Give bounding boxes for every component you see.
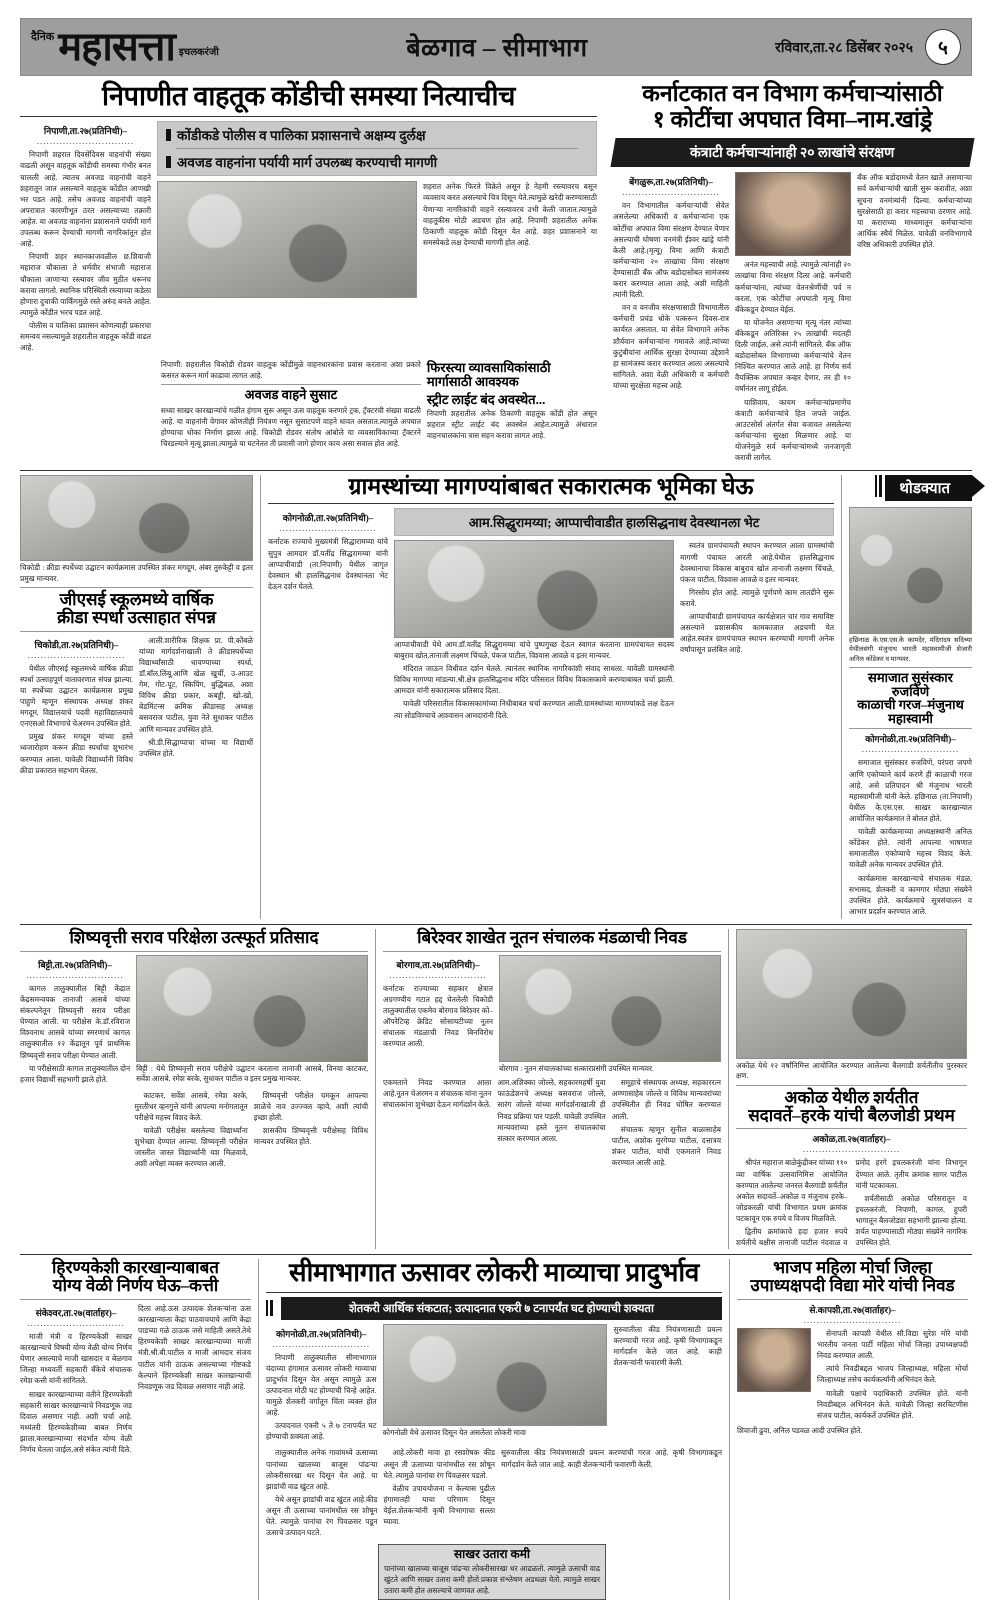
article-bjp-mahila-morcha [730, 1259, 968, 1600]
subhead-firastya: फिरस्त्या व्यावसायिकांसाठी मार्गासाठी आवश्यक [426, 360, 551, 389]
photo-mahaswamiji [849, 507, 972, 634]
article-hiranyakeshi [20, 1259, 258, 1600]
article-nipani-traffic [20, 82, 605, 465]
article-thodkyat [842, 475, 972, 919]
masthead-date: रविवार,ता.२८ डिसेंबर २०२५ [775, 40, 913, 56]
bjp-body-bottom: शिवाजी ढुवा, अनिल पडवळ आदी उपस्थित होते. [737, 1425, 863, 1435]
article-akol-bullock-race [729, 929, 967, 1249]
article-bireshwar-board [376, 929, 728, 1249]
headline-forest-line1: कर्नाटकात वन विभाग कर्मचाऱ्यांसाठी [642, 81, 943, 106]
headline-forest-line2: १ कोटींचा अपघात विमा–नाम.खांड्रे [652, 107, 933, 133]
tag-bars-icon [266, 1300, 273, 1316]
caption-mahaswamiji: हछिनाळ के.एस.एस.के कामदेर, मंदिरादय सदिच्या येथीलसंगी मंजुनाथ भारती महास्वामीजी शेजारी अनिल कोंडेकर व मान्यवर. [849, 637, 972, 663]
headline-bjp-line2: उपाध्यक्षपदी विद्या मोरे यांची निवड [750, 1276, 955, 1296]
hiranyakeshi-body1: माजी मंत्री व हिरण्यकेशी साखर कारखान्याचे विषयी योग्य वेळी योग्य निर्णय घेणार असल्याचे माजी खासदार व बेळगाव जिल्हा मध्यवर्ती सहकारी बँकेचे संचालक रमेश कत्ती यांनी सांगितले. साखर कारखान्याच्या वतीने हिरण्यकेशी सहकारी साखर कारखान्याचे निवडणूक जड दिवाल असणार नाही. अशी चर्चा आहे. मध्यंतरी हिरण्यकेशीच्या बाबत निर्णय झाला.कारखान्याच्या संदर्भात योग्य वेळी निर्णय घेतला जाईल,असे संकेत त्यांनी दिले. [20, 1331, 133, 1455]
scholarship-body2: काटकर, सर्वेश आसबे, रमेश बरके, मुरलीधर व्हनगुत्ते यांनी आपल्या मनोगतातून परीक्षेचे महत्त्व विशद केले. यावेळी परीक्षेस बसलेल्या विद्यार्थ्यांना शुभेच्छा देण्यात आल्या. शिष्यवृत्ती परीक्षेत जास्तीत जास्त विद्यार्थ्यांनी यश मिळवावे, अशी अपेक्षा व्यक्त करण्यात आली. [134, 1090, 248, 1169]
dateline-dots: .............................. [803, 1314, 902, 1325]
dateline-dots: .............................. [622, 187, 720, 198]
bireshwar-body2: आम.अशिक्का जोल्ले, सहकारमहर्षी युवा फाऊंडेशनचे अध्यक्ष बसवराज जोल्ले, सारंग जोल्ले यांच्या मार्गदर्शनाखाली ही निवड प्रक्रिया पार पडली. यावेळी उपस्थित मान्यवरांच्या हस्ते नूतन संचालकांचा सत्कार करण्यात आला. [497, 1078, 606, 1143]
masthead-meta [775, 29, 961, 65]
portrait-vidya-more [737, 1328, 811, 1392]
headline-akol-line1: अकोळ येथील शर्यतीत [784, 1087, 919, 1107]
forest-col2 [735, 172, 857, 465]
dateline-dots: .............................. [26, 969, 124, 980]
label-thodkyat: थोडक्यात [885, 475, 972, 501]
akol-body: श्रीपंत महाराज बाळेकुंद्रीकर यांच्या ११० व्या वार्षिक उत्सवानिमित्त आयोजित करण्यात आलेल्या जनरल बैलगाडी शर्यतीत अकोल सदावर्ते–अकोळ व मंजुनाथ हरके–जोडकरळी यांची विभागात प्रथम क्रमांक पटकावून एक रुपये व विजय मिळविले. द्वितीय क्रमांकाचे हदा हजार रुपये शर्यतीचे बक्षीस तानाजी पाटील नंदवाळ व प्रमोद हरगे इचलकरंजी यांना विभागून देण्यात आले. तृतीय क्रमांक सागर पाटील यांनी पटकावला. शर्यतीसाठी अकोळ परिसरातून व इचलकरंजी, निपाणी, कागल, हुपरी भागातून बैलजोड्या सहभागी झाल्या होत्या. शर्यत पाहण्यासाठी मोठ्या संख्येने नागरिक उपस्थित होते. [736, 1158, 967, 1248]
photo-scholarship-exam [136, 955, 368, 1062]
dateline-dots: .............................. [36, 136, 135, 147]
headline-bireshwar: बिरेश्वर शाखेत नूतन संचालक मंडळाची निवड [417, 928, 687, 947]
bireshwar-body3: समूहाचे संस्थापक अध्यक्ष, सहकाररत्न अण्णासाहेब जोल्ले व विविध मान्यवरांच्या उपस्थितीत ही निवड घोषित करण्यात आली. संचालक म्हणून सुनील बाळासाहेब पाटील, अशोक मुरगेप्पा पाटील, दत्तात्रय शंकर पाटील, यांची एकमताने निवड करण्यात आली आहे. [611, 1078, 721, 1167]
dateline-bitti: बिट्टी,ता.२७(प्रतिनिधी)– [38, 959, 112, 970]
banner-farmer-crisis: शेतकरी आर्थिक संकटात; उत्पादनात एकरी ७ टनापर्यंत घट होण्याची शक्यता [281, 1297, 722, 1320]
box-title-sugar-recovery: साखर उतारा कमी [454, 1547, 530, 1562]
dateline-dots: .............................. [272, 1338, 370, 1349]
row-four [20, 1259, 972, 1600]
page-number-badge: ५ [925, 29, 961, 65]
dateline-akol: अकोळ,ता.२७(वार्ताहर)– [812, 1134, 891, 1145]
gse-body1: येथील जीएसई स्कूलमध्ये वार्षिक क्रीडा स्पर्धा उत्साहपूर्ण वातावरणात संपन्न झाल्या. या स्पर्धेच्या उद्घाटन कार्यक्रमास प्रमुख पाहुणे म्हणून संस्थापक अध्यक्ष शंकर मगदूम, विद्यालयाचे पदवी महाविद्यालयाचे एनएसओ विभागाचे चेअरमन उपस्थित होते. प्रमुख शंकर मगदूम यांच्या हस्ते ध्वजारोहण करून क्रीडा स्पर्धांचा शुभारंभ करण्यात आला. यावेळी विद्यार्थ्यांनी विविध क्रीडा प्रकारात सहभाग घेतला. [20, 663, 134, 775]
banner-siddaramaiah-visit: आम.सिद्धुरामय्या; आप्पाचीवाडीत हालसिद्धनाथ देवस्थानला भेट [394, 508, 834, 536]
dateline-dots: .............................. [27, 1317, 125, 1328]
caption-appachiwadi: आप्पाचीवाडी येथे आम.डॉ.यतींद्र सिद्धुरामय्या यांचे पुष्पगुच्छ देऊन स्वागत करताना ग्रामपंचायत सदस्य बाबुराव खोत,तानाजी लक्ष्मण चिंचळे, पंकज पाटील, विश्वास आवळे व इतर मान्यवर. [394, 640, 674, 660]
subhead-avjad-vahane: अवजड वाहने सुसाट [244, 387, 338, 403]
aphid-body-extra: सुरुवातीला कीड नियंत्रणासाठी प्रयत्न करण्याची गरज आहे. कृषी विभागाकडून मार्गदर्शन केले जात आहे. काही शेतकऱ्यांनी फवारणी केली. [501, 1448, 722, 1469]
dateline-bengaluru: बेंगळुरू,ता.२७(प्रतिनिधी)– [629, 177, 713, 188]
photo-nipani-traffic [157, 181, 417, 298]
article-forest-insurance [605, 82, 972, 465]
article-scholarship-exam [20, 929, 375, 1249]
gramastha-body3: स्वतंत्र ग्रामपंचायती स्थापन करण्यात आला ग्रामस्थांची मागणी पंचायत आरती आहे.येथील हालसिद्धनाथ देवस्थानाचा विकास बाबुराव खोत तानाजी लक्ष्मण चिंचळे, पंकज पाटील, विश्वास आवळे व इतर मान्यवर. गिरसोय होत आहे. त्यामुळे पूर्णपणे काम तातडीने सुरू करावे. आप्पाचीवाडी ग्रामपंचायत कार्यक्षेत्रात चार गाव समाविष्ट असल्याने प्रशासकीय कामकाजात अडचणी येत आहेत.स्वतंत्र ग्रामपंचायत स्थापन करण्याची मागणी अनेक वर्षांपासून प्रलंबित आहे. [680, 541, 834, 655]
lead-left-body3: शहरात अनेक फिरते विक्रेते असून हे नेहमी रस्त्यावरच बसून व्यवसाय करत असल्याचे चित्र दिसून येते.त्यामुळे खरेदी करण्यासाठी येणाऱ्या नागरिकांची वाहने रस्त्यावरच उभी केली जातात.त्यामुळे वाहतूकीस मोठी अडचण होत आहे. निपाणी शहरातील अनेक ठिकाणी वाहतूक कोंडी दिसून येत आहे. शहर प्रशासनाने या समस्येकडे लक्ष देण्याची मागणी होत आहे. [423, 182, 597, 247]
photo-appachiwadi-temple [394, 540, 674, 638]
lead-left-col1 [20, 121, 157, 355]
headline-gse-line2: क्रीडा स्पर्धा उत्साहात संपन्न [57, 607, 216, 627]
article-gramastha-demands [261, 475, 841, 919]
aphid-body2: तालुक्यातील अनेक गावांमध्ये ऊसाच्या पानांच्या खालच्या बाजूस पांढऱ्या लोकरीसारखा थर दिसून येत आहे. या झाडांची वाढ खुंटत आहे. येथे असून झाडांची वाढ खुंटत आहे.कीड असून ती ऊसाच्या पानांमधील रस शोषून घेते. त्यामुळे पानांचा रंग पिवळसर पडून ऊसाचे उत्पादन घटते. [266, 1448, 378, 1538]
row-lead [20, 82, 972, 465]
bullet-text-1: कोंडीकडे पोलीस व पालिका प्रशासनाचे अक्षम्य दुर्लक्ष [177, 128, 426, 144]
scholarship-body3: शिष्यवृत्ती परीक्षेत चमकून आपल्या शाळेचे नाव उज्ज्वल व्हावे, अशी त्यांची इच्छा होती. शासकीय शिष्यवृत्ती परीक्षेसह विविध मान्यवर उपस्थित होते. [253, 1090, 369, 1147]
gramastha-body2: मंदिरात जाऊन विधीवत दर्शन घेतले. त्यानंतर स्थानिक नागरिकांशी संवाद साधला. यावेळी ग्रामस्थांनी विविध मागण्या मांडल्या.श्री.क्षेत्र हालसिद्धनाथ मंदिर परिसरात विविध विकासकामे करण्याबाबत चर्चा झाली. आमदार यांनी सकारात्मक प्रतिसाद दिला. यावेळी परिसरातील विकासकामांच्या निधीबाबत चर्चा करण्यात आली.ग्रामस्थांच्या मागण्यांकडे लक्ष देऊन त्या सोडविण्याचे आश्वासन आमदारांनी दिले. [394, 664, 674, 720]
masthead-dainik-label: दैनिक [31, 31, 55, 43]
headline-sanskar-line2: काळाची गरज–मंजुनाथ महास्वामी [857, 697, 964, 726]
headline-gramastha: ग्रामस्थांच्या मागण्यांबाबत सकारात्मक भूमिका घेऊ [348, 474, 754, 500]
subhead-street-light: स्ट्रीट लाईट बंद अवस्थेत... [426, 391, 546, 407]
dateline-dots: .............................. [27, 649, 126, 660]
aphid-body1: निपाणी तालुक्यातील सीमाभागात यंदाच्या हंगामात ऊसावर लोकरी माव्याचा प्रादुर्भाव दिसून येत असून त्यामुळे ऊस उत्पादनात मोठी घट होण्याची चिन्हे आहेत. यामुळे शेतकरी वर्गातून चिंता व्यक्त होत आहे. उत्पादनात एकरी ५ ते ७ टनापर्यंत घट होण्याची शक्यता आहे. [266, 1352, 377, 1442]
masthead-edition: बेळगाव – सीमाभाग [406, 35, 588, 62]
photo-sugarcane-aphid [383, 1324, 608, 1426]
dateline-kognoli: कोगनोळी,ता.२७(प्रतिनिधी)– [282, 513, 374, 524]
lead-left-body1: निपाणी शहरात दिवसेंदिवस वाहनांची संख्या वाढली असून वाहतूक कोंडीची समस्या गंभीर बनत चालली आहे. त्यातच अवजड वाहनांची वाहने शहरातून जात असल्याने वाहतूक कोंडीत आणखी भर पडत आहे. तसेच अवजड वाहनांची वाहने अपरात्रात कारणीभूत ठरत असल्याच्या तक्रारी आहेत. या अवजड वाहनांना प्रशासनाने पर्यायी मार्ग उपलब्ध करून देण्याची मागणी नागरिकांतून होत आहे. निपाणी शहर स्थानकाजवळील छ.शिवाजी महाराज चौकाला ते धर्मवीर संभाजी महाराज चौकाला जाणाऱ्या रस्त्यावर जीव मुठीत धरूनच करावा लागतो. स्थानिक परिस्थिती रस्त्याच्या कडेला होणारा दुचाकी पार्किंगमुळे रस्ते अरुंद बनले आहेत. त्यामुळे कोंडीत भरच पडत आहे. पोलीस व पालिका प्रशासन कोणत्याही प्रकारचा समन्वय नसल्यामुळे शहरातील वाहतूक कोंडी वाढत आहे. [20, 150, 151, 353]
hiranyakeshi-body2: दिला आहे.ऊस उत्पादक शेतकऱ्यांना ऊस कारखान्याला केंद्रा पाठवावयाचे आणि केंद्रा पाडच्या गळे ठाऊक जसे माहिती असते.तेथे हिरण्यकेशी साखर कारखान्याच्या माजी मंत्री.श्री.बी.पाटील व माजी आमदार संजय पाटील यांनी ठाऊक असल्याच्या गोष्टकडे केल्याने हिरण्यकेशी साखर कारखान्याची निवडणूक जड दिवाळ असणार नाही आहे. [138, 1303, 251, 1391]
dateline-dots: .............................. [861, 744, 960, 755]
dateline-kognoli-3: कोगनोळी,ता.२७(प्रतिनिधी)– [276, 1328, 367, 1339]
caption-bullock-cart-race: अकोळ येथे १२ वर्षांनिमित्त आयोजित करण्यात आलेल्या बैलगाडी शर्यतीतीच पुरस्कार क्षण. [736, 1061, 967, 1081]
forest-col1 [613, 172, 735, 465]
article-wooly-aphid [259, 1259, 729, 1600]
bireshwar-body1: कर्नाटक राज्याच्या सहकार क्षेत्रात अग्रगण्यीय गटात हद्द घेतलेली चिकोडी तालुक्यातील एकमेव बोरगाव बिरेश्वर को–ऑपरेटिव्ह क्रेडिट सोसायटीच्या नूतन संचालक मंडळाची निवड बिनविरोध करण्यात आली. [383, 983, 494, 1049]
aphid-body3: आहे.लोकरी मावा हा रसशोषक कीड असून ती ऊसाच्या पानांमधील रस शोषून घेते. त्यामुळे पानांचा रंग पिवळसर पडतो. वेळीच उपाययोजना न केल्यास पुढील हंगामातही याचा परिणाम दिसून येईल.शेतकऱ्यांनी कृषी विभागाचा सल्ला घ्यावा. [383, 1448, 495, 1527]
headline-nipani-traffic: निपाणीत वाहतूक कोंडीची समस्या नित्याचीच [101, 81, 516, 111]
gramastha-col1 [268, 508, 394, 722]
forest-body2: अनंत महत्त्वाची आहे. त्यामुळे त्यांनाही २० लाखांचा विमा संरक्षण दिला आहे. कर्मचारी कर्मचाऱ्यांना, त्यांच्या वेतनश्रेणींची पर्व न करता, एक कोटींचा अपघाती मृत्यू विमा बँकेकडून देण्यात येईल. या योजनेत असणाऱ्या मृत्यू नंतर त्यांच्या बँकेकडून अतिरिक्त २५ लाखांची मदतही दिली जाईल, असे त्यांनी सांगितले. बँक ऑफ बडोदासोबत विभागाच्या कर्मचाऱ्यांचे वेतन निश्चित करण्यात आले आहे. हा निर्णय सर्व वैयक्तिक अपघात कव्हर देणार, तर ही १० वर्षांनंतर लागू होईल. याशिवाय, कायम कर्मचाऱ्यांप्रमाणेच कंत्राटी कर्मचाऱ्यांचे हित जपले जाईल. आउटसोर्स अंतर्गत सेवा बजावत असलेल्या कर्मचाऱ्यांना सुरक्षा मिळणार आहे. या योजनेमुळे सर्व कर्मचाऱ्यांमध्ये जनजागृती करावी लागेल. [735, 260, 851, 463]
box-text-sugar-recovery: पानांच्या खालच्या बाजूस पांढऱ्या लोकरीसारखा थर आढळतो. त्यामुळे ऊसाची वाढ खुंटते आणि साखर उतारा कमी होतो.प्रकाश संश्लेषण अडथळा येतो. त्यामुळे साखर उतारा कमी होत असल्याचे जाणवत आहे. [384, 1563, 600, 1596]
dateline-kognoli-2: कोगनोळी,ता.२७(प्रतिनिधी)– [865, 734, 956, 745]
headline-hiranyakeshi-line2: योग्य वेळी निर्णय घेऊ–कत्ती [52, 1276, 219, 1296]
forest-col3 [857, 172, 972, 465]
lead-left-bullets [157, 121, 597, 176]
dateline-dots: .............................. [279, 523, 377, 534]
dateline-borgaon: बोरगाव,ता.२७(प्रतिनिधी)– [396, 959, 480, 970]
caption-sugarcane-aphid: कोगनोळी येथे ऊसावर दिसून येत असलेला लोकरी मावा [382, 1427, 526, 1437]
dateline-nipani: निपाणी,ता.२७(प्रतिनिधी)– [43, 126, 128, 137]
thodkyat-body: समाजात सुसंस्कार रुजविणे, परंपरा जपणे आणि एकोप्याने कार्य करणे ही काळाची गरज आहे, असे प्रतिपादन श्री मंजुनाथ भारती महास्वामीजी यांनी केले. हछिनाळ (ता.निपाणी) येथील के.एस.एस. साखर कारखान्यात आयोजित कार्यक्रमात ते बोलत होते. यावेळी कार्यक्रमाच्या अध्यक्षस्थानी अनिल कोंडेकर होते. त्यांनी आपल्या भाषणात समाजातील एकोप्याचे महत्त्व विशद केले. यावेळी अनेक मान्यवर उपस्थित होते. कार्यक्रमास कारखान्याचे संचालक मंडळ, सभासद, शेतकरी व कामगार मोठ्या संख्येने उपस्थित होते. कार्यक्रमाचे सूत्रसंचालन व आभार प्रदर्शन करण्यात आले. [849, 758, 972, 916]
caption-scholarship-exam: बिट्टी : येथे शिष्यवृत्ती सराव परीक्षेचे उद्घाटन करताना तानाजी आसबे, विनया काटकर, सर्वेश आसबे, रमेश बरके, सुधाकर पाटील व इतर प्रमुख मान्यवर. [136, 1063, 368, 1084]
subbanner-contract-workers: कंत्राटी कर्मचाऱ्यांनाही २० लाखांचे संरक्षण [610, 138, 974, 167]
photo-bireshwar-felicitation [499, 955, 721, 1062]
masthead-place: इचलकरंजी [178, 47, 219, 58]
caption-nipani-traffic: निपाणी: शहरातील चिकोडी रोडवर वाहतूक कोंडीमुळे वाहनधारकांना प्रवास करताना अशा प्रकारे कसरत करून मार्ग काढावा लागत आहे. [160, 360, 421, 380]
masthead [20, 18, 972, 76]
headline-hiranyakeshi-line1: हिरण्यकेशी कारखान्याबाबत [52, 1258, 219, 1278]
tag-bars-icon [875, 475, 882, 497]
bullet-text-2: अवजड वाहनांना पर्यायी मार्ग उपलब्ध करण्याची मागणी [177, 155, 438, 171]
dateline-se-kapshi: से.कापशी,ता.२७(वार्ताहर)– [809, 1304, 896, 1315]
masthead-title: महासत्ता [58, 24, 175, 69]
bullet-square-icon [166, 156, 171, 168]
headline-sanskar-line1: समाजात सुसंस्कार रुजविणे [868, 669, 953, 699]
forest-body1: वन विभागातील कर्मचाऱ्यांची सेवेत असलेल्या अधिकारी व कर्मचाऱ्यांना एक कोटींचा अपघात विमा संरक्षण देण्यात येणार असल्याची घोषणा वनमंत्री ईश्वर खांड्रे यांनी केली आहे.(मृत्यू) विमा आणि कंत्राटी कर्मचाऱ्यांना २० लाखांचा विमा संरक्षण देण्यासाठी बँक ऑफ बडोदासोबत सामंजस्य करार करण्यात आला आहे, अशी माहिती त्यांनी दिली. वन व वनजीव संरक्षणासाठी विभागातील कर्मचारी प्रचंड धोके पत्करून दिवस-रात्र कार्यरत असतात. या सेवेत विभागाने अनेक शौर्यवान कर्मचाऱ्यांना गमावले आहे.त्यांच्या कुटुंबीयांना आर्थिक सुरक्षा देण्याच्या उद्देशाने हा सामंजस्य करार करण्यात आला असल्याचे सांगितले. अशा वेळी अधिकारी व कर्मचारी यांच्या सुरक्षेला महत्त्व आहे. [613, 201, 729, 391]
article-gse-school [20, 475, 260, 919]
bjp-body: सेनापती कापशी येथील सौ.विद्या सुरेश मोरे यांची भारतीय जनता पार्टी महिला मोर्चा जिल्हा उपाध्यक्षपदी निवड करण्यात आली. त्यांचे निवडीबद्दल भाजप जिल्हाध्यक्ष, महिला मोर्चा जिल्हाध्यक्ष तसेच कार्यकर्त्यांनी अभिनंदन केले. यावेळी पक्षाचे पदाधिकारी उपस्थित होते. यांनी निवडीबद्दल अभिनंदन केले. यावेळी जिल्हा सरचिटणीस संजय पाटील, कार्यकर्ते उपस्थित होते. [817, 1328, 968, 1420]
gse-body2: आली.शारीरिक शिक्षक प्रा. पी.कोंबळे यांच्या मार्गदर्शनाखाली ते क्रीडास्पर्धेच्या विद्यार्थ्यांसाठी धावण्याच्या स्पर्धा, डॉ.बॉल,लिंबू,आणि खेळ खुर्ची, उ-आउट गेम, गोट-पूट, स्किपिंग, बुद्धिबळ, अशा विविध क्रीडा प्रकार, कबड्डी, खो-खो, बेडमिंटन्स क्रमिक क्रीडासह अध्यक्ष बसवराज पाटील, युवा नेते सुधाकर पाटील आणि मान्यवर उपस्थित होते. श्री.डी.सिद्धाप्पाचा यांच्या या विद्यार्थी उपस्थित होते. [139, 635, 253, 758]
row-three [20, 929, 972, 1249]
portrait-eshwar-khandre [735, 172, 851, 256]
row-two [20, 475, 972, 919]
masthead-brand [31, 24, 219, 69]
scholarship-body1: कागल तालुक्यातील बिट्टी केंद्रात केंद्रसमन्वयक तानाजी आसबे यांच्या संकल्पनेतून शिष्यवृत्ती सराव परीक्षा घेण्यात आली. या परीक्षेस के.डॉ.रविराज विश्वनाथ आसबे यांच्या स्मरणार्थ कागल तालुक्यातील १२ केंद्रातून पूर्व प्राथमिक शिष्यवृत्ती सराव परीक्षा घेण्यात आली. या परीक्षेसाठी कागल तालुक्यातील दोन हजार विद्यार्थी सहभागी झाले होते. [20, 983, 131, 1084]
lead-left-body4: निपाणी शहरातील अनेक ठिकाणी वाहतूक कोंडी होत असून शहरात स्ट्रीट लाईट बंद अवस्थेत आहेत.त्यामुळे अंधारात वाहनचालकांना त्रास सहन करावा लागत आहे. [426, 409, 597, 441]
headline-wooly-aphid: सीमाभागात ऊसावर लोकरी माव्याचा प्रादुर्भाव [289, 1258, 699, 1288]
dateline-chikodi: चिकोडी,ता.२७(प्रतिनिधी)– [34, 639, 119, 650]
bullet-square-icon [166, 129, 171, 141]
headline-bjp-line1: भाजप महिला मोर्चा जिल्हा [773, 1258, 932, 1278]
headline-akol-line2: सदावर्ते–हरके यांची बैलजोडी प्रथम [748, 1105, 955, 1125]
caption-bireshwar: बोरगाव : नूतन संचालकांच्या सत्कारप्रसंगी उपस्थित मान्यवर. [499, 1063, 654, 1073]
dateline-dots: .............................. [802, 1144, 901, 1155]
photo-gse-sports [20, 475, 253, 561]
aphid-body4: सुरुवातीला कीड नियंत्रणासाठी प्रयत्न करण्याची गरज आहे. कृषी विभागाकडून मार्गदर्शन केले जात आहे. काही शेतकऱ्यांनी फवारणी केली. [613, 1324, 722, 1367]
forest-body3: बँक ऑफ बडोदामध्ये वेतन खाते असणाऱ्या सर्व कर्मचाऱ्यांची खाती सुरू करावीत, अशा सूचना वनमंत्र्यांनी दिल्या. कर्मचाऱ्यांच्या सुरक्षेसाठी हा करार महत्त्वाचा ठरणार आहे. या कराराच्या माध्यमातून कर्मचाऱ्यांना आर्थिक स्थैर्य मिळेल. यावेळी वनविभागाचे वरिष्ठ अधिकारी उपस्थित होते. [857, 173, 973, 249]
gramastha-body1: कर्नाटक राज्याचे मुख्यमंत्री सिद्धारामय्या यांचे सुपुत्र आमदार डॉ.यतींद्र सिद्धरामय्या यांनी आप्पाचीवाडी (ता.निपाणी) येथील जागृत देवस्थान श्री हालसिद्धनाथ देवस्थानला भेट देऊन दर्शन घेतले. [268, 537, 388, 591]
dateline-sankeshwar: संकेश्वर,ता.२७(वार्ताहर)– [35, 1307, 117, 1318]
headline-gse-line1: जीएसई स्कूलमध्ये वार्षिक [59, 589, 214, 609]
caption-gse-sports: चिकोडी : क्रीडा स्पर्धेच्या उद्घाटन कार्यक्रमास उपस्थित शंकर मगदूम, अंबर तुरुकेट्टी व इतर प्रमुख मान्यवर. [20, 563, 253, 583]
headline-scholarship: शिष्यवृत्ती सराव परिक्षेला उत्स्फूर्त प्रतिसाद [69, 928, 319, 947]
dateline-dots: .............................. [389, 969, 487, 980]
photo-bullock-cart-race [736, 929, 967, 1059]
bireshwar-body4: एकमताने निवड करण्यात आला आहे.नूतन चेअरमन व संचालक यांना नूतन संचालकांना शुभेच्छा देऊन मार्गदर्शन केले. [383, 1078, 492, 1110]
lead-left-body2: सध्या साखर कारखान्यांचे गळीत हंगाम सुरू असून ऊस वाहतूक करणारे ट्रक, ट्रॅक्टरची संख्या वाढली आहे. या वाहनांनी वेगावर कोणतीही नियंत्रण नसून सुसाटपणे वाहने धावत असतात.त्यामुळे अपघात होण्याचा धोका निर्माण झाला आहे. चिकोडी रोडवर संतोष आंबोले या व्यवसायिकाच्या ट्रॅक्टरने चिरडल्याने मृत्यू झाला.त्यामुळे या घटनेतत ती प्रवासी जागे होणार काय असा सवाल होत आहे. [160, 405, 421, 448]
